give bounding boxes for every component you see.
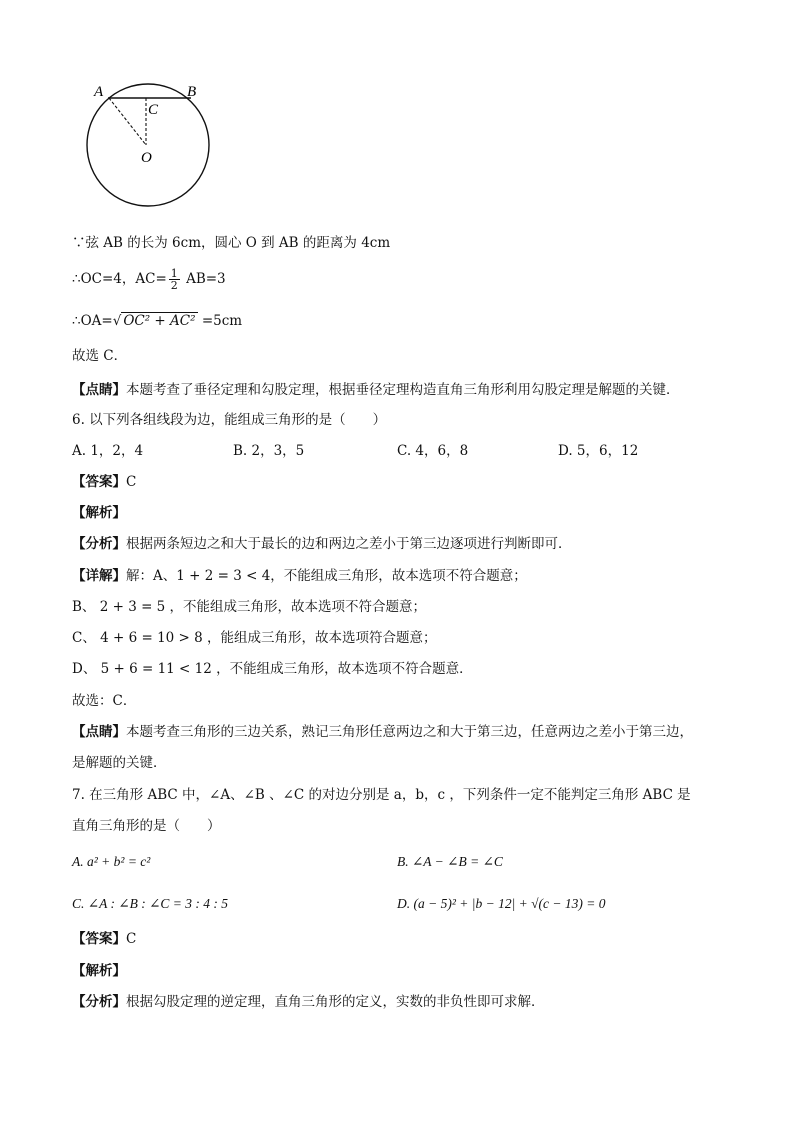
- q5-line-3-pre: ∴OA=: [72, 313, 113, 329]
- q5-comment-tag: 【点睛】: [72, 382, 126, 398]
- q6-comment-2: 是解题的关键．: [72, 755, 167, 771]
- q6-option-d: D. 5，6，12: [558, 443, 639, 459]
- q6-answer: [72, 472, 136, 492]
- q6-choice: 故选：C．: [72, 693, 137, 709]
- q7-fenxi-text: 根据勾股定理的逆定理，直角三角形的定义，实数的非负性即可求解．: [126, 994, 545, 1010]
- q7-option-a: A. a² + b² = c²: [72, 854, 151, 869]
- q5-line-2: [72, 268, 226, 291]
- q6-fenxi: [72, 534, 572, 554]
- q6-comment-1: [72, 722, 693, 742]
- q6-comment-text-1: 本题考查三角形的三边关系，熟记三角形任意两边之和大于第三边，任意两边之差小于第三边，: [126, 724, 693, 740]
- q6-detail-b: B、 2 + 3 = 5 ，不能组成三角形，故本选项不符合题意；: [72, 599, 427, 615]
- q7-answer-tag: 【答案】: [72, 931, 126, 947]
- q6-detail-c: C、 4 + 6 = 10 > 8 ，能组成三角形，故本选项符合题意；: [72, 630, 437, 646]
- q6-detail-a-text: 解：A、1 + 2 = 3 < 4，不能组成三角形，故本选项不符合题意；: [126, 568, 527, 584]
- q7-answer-value: C: [126, 931, 137, 947]
- q5-line-2-pre: ∴OC=4，AC=: [72, 271, 167, 287]
- q7-analysis-tag: 【解析】: [72, 963, 126, 979]
- q5-choice: 故选 C．: [72, 348, 128, 364]
- q7-answer: [72, 929, 136, 949]
- q7-stem-2: 直角三角形的是（ ）: [72, 818, 221, 834]
- q6-answer-tag: 【答案】: [72, 474, 126, 490]
- label-a: A: [94, 84, 104, 100]
- q7-fenxi-tag: 【分析】: [72, 994, 126, 1010]
- q7-option-c: C. ∠A : ∠B : ∠C = 3 : 4 : 5: [72, 896, 229, 911]
- q6-analysis-tag: 【解析】: [72, 505, 126, 521]
- q7-option-d: D. (a − 5)² + |b − 12| + √(c − 13) = 0: [397, 896, 606, 911]
- label-b: B: [187, 84, 197, 100]
- q6-detail-a: [72, 566, 527, 586]
- q6-stem: 6. 以下列各组线段为边，能组成三角形的是（ ）: [72, 412, 387, 428]
- segment-oa: [109, 98, 146, 145]
- q6-xiangjie-tag: 【详解】: [72, 568, 126, 584]
- fraction-half: [169, 268, 180, 291]
- q5-line-3: [72, 311, 242, 331]
- q7-stem-1: 7. 在三角形 ABC 中，∠A、∠B 、∠C 的对边分别是 a，b，c ，下列条件一定不能判定三角形 ABC 是: [72, 787, 691, 803]
- fraction-denominator: 2: [170, 279, 178, 292]
- fraction-numerator: 1: [170, 267, 178, 280]
- label-c: C: [148, 102, 159, 118]
- q6-option-b: B. 2，3，5: [233, 443, 305, 459]
- q6-option-a: A. 1，2，4: [72, 443, 144, 459]
- q5-radicand: OC² + AC²: [123, 313, 196, 329]
- q6-answer-value: C: [126, 474, 137, 490]
- q5-comment: [72, 380, 680, 400]
- q5-line-3-post: =5cm: [197, 313, 243, 329]
- q5-line-1: ∵弦 AB 的长为 6cm，圆心 O 到 AB 的距离为 4cm: [72, 235, 391, 251]
- label-o: O: [141, 150, 152, 166]
- q6-option-c: C. 4，6，8: [397, 443, 469, 459]
- q6-fenxi-tag: 【分析】: [72, 536, 126, 552]
- sqrt-icon: √: [112, 313, 122, 329]
- q7-fenxi: [72, 992, 545, 1012]
- q5-line-2-post: AB=3: [181, 271, 226, 287]
- circle-figure: [80, 78, 220, 213]
- q5-comment-text: 本题考查了垂径定理和勾股定理，根据垂径定理构造直角三角形利用勾股定理是解题的关键．: [126, 382, 680, 398]
- q7-option-b: B. ∠A − ∠B = ∠C: [397, 854, 503, 869]
- q6-detail-d: D、 5 + 6 = 11 < 12 ，不能组成三角形，故本选项不符合题意．: [72, 661, 473, 677]
- q6-fenxi-text: 根据两条短边之和大于最长的边和两边之差小于第三边逐项进行判断即可．: [126, 536, 572, 552]
- q6-comment-tag: 【点睛】: [72, 724, 126, 740]
